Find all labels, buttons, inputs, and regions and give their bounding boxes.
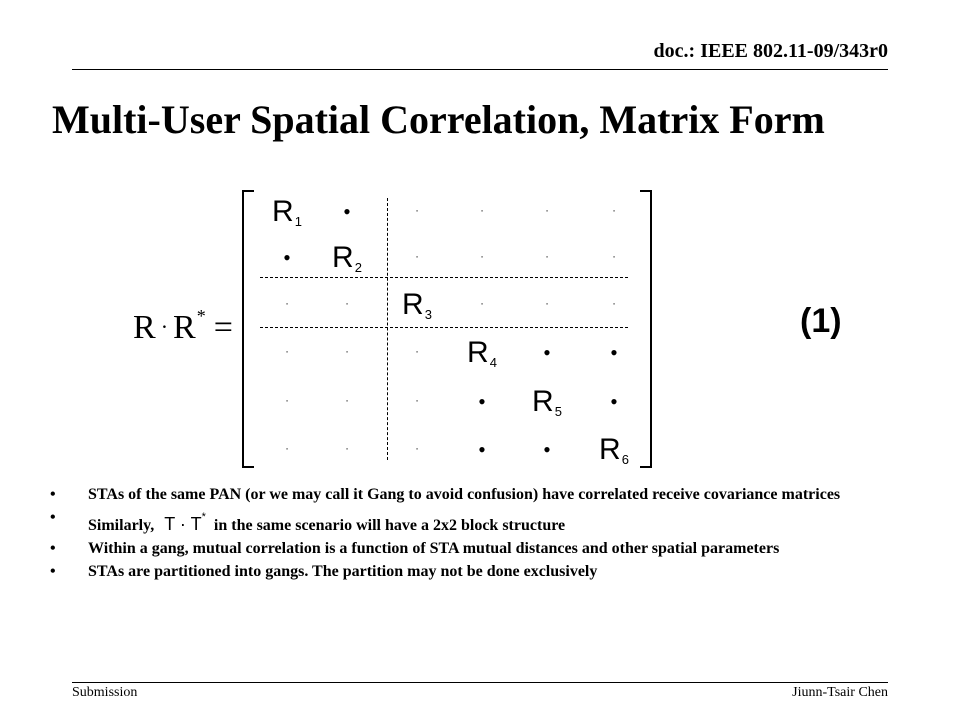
- matrix-entry: ·: [545, 299, 549, 311]
- header-rule: [72, 69, 888, 70]
- matrix-entry: ·: [345, 347, 349, 359]
- matrix-entry: ·: [612, 299, 616, 311]
- matrix-entry: ·: [415, 252, 419, 264]
- matrix-block-label: $R_1$: [272, 195, 302, 229]
- matrix-entry: ·: [415, 347, 419, 359]
- partition-line-horizontal: [260, 277, 628, 278]
- lhs-conj-base: R: [173, 309, 196, 346]
- matrix-entry: •: [478, 389, 486, 414]
- matrix-entry: ·: [415, 444, 419, 456]
- matrix-entry: ·: [545, 206, 549, 218]
- matrix-block-label: $R_2$: [332, 241, 362, 275]
- matrix-entry: ·: [415, 396, 419, 408]
- partition-line-vertical: [387, 198, 388, 460]
- matrix-entry: ·: [285, 347, 289, 359]
- matrix-entry: •: [283, 245, 291, 270]
- matrix: [242, 190, 652, 468]
- doc-id: doc.: IEEE 802.11-09/343r0: [653, 40, 888, 62]
- right-bracket: [640, 190, 652, 468]
- formula-base: T: [164, 514, 175, 534]
- matrix-entry: ·: [480, 252, 484, 264]
- matrix-entry: •: [478, 437, 486, 462]
- matrix-entry: •: [543, 340, 551, 365]
- matrix-entry: ·: [345, 299, 349, 311]
- matrix-block-label: $R_4$: [467, 336, 497, 370]
- matrix-entry: ·: [415, 206, 419, 218]
- partition-line-horizontal: [260, 327, 628, 328]
- bullet-item: • STAs of the same PAN (or we may call it Gang to avoid confusion) have correlated receive covariance matrices: [50, 486, 870, 503]
- lhs-base: R: [133, 309, 156, 346]
- bullet-text: in the same scenario will have a 2x2 block structure: [213, 517, 566, 534]
- bullet-item: • Within a gang, mutual correlation is a function of STA mutual distances and other spatial parameters: [50, 540, 870, 557]
- matrix-entry: ·: [345, 444, 349, 456]
- formula-conj-sup: *: [201, 511, 206, 523]
- matrix-entry: ·: [285, 299, 289, 311]
- equation-lhs: [133, 306, 233, 347]
- lhs-conj-sup: *: [196, 306, 206, 326]
- bullet-item: [50, 509, 870, 534]
- matrix-entry: ·: [612, 206, 616, 218]
- footer-submission: Submission: [72, 685, 138, 700]
- formula-conj-base: T: [190, 514, 202, 534]
- left-bracket: [242, 190, 254, 468]
- matrix-entry: •: [610, 389, 618, 414]
- matrix-entry: ·: [285, 444, 289, 456]
- matrix-block-label: $R_5$: [532, 385, 562, 419]
- bullet-text: Similarly,: [88, 517, 155, 534]
- matrix-entry: •: [610, 340, 618, 365]
- footer-author: Jiunn-Tsair Chen: [792, 685, 888, 700]
- matrix-block-label: $R_3$: [402, 288, 432, 322]
- lhs-operator: ·: [160, 314, 169, 339]
- matrix-entry: ·: [545, 252, 549, 264]
- matrix-entry: •: [343, 199, 351, 224]
- footer-rule: [72, 682, 888, 683]
- matrix-entry: ·: [612, 252, 616, 264]
- matrix-entry: ·: [285, 396, 289, 408]
- lhs-equals: =: [213, 309, 233, 346]
- matrix-entry: ·: [480, 299, 484, 311]
- equation-number: (1): [800, 302, 842, 340]
- matrix-entry: ·: [345, 396, 349, 408]
- slide-title: Multi-User Spatial Correlation, Matrix Form: [52, 97, 825, 142]
- matrix-entry: •: [543, 437, 551, 462]
- matrix-entry: ·: [480, 206, 484, 218]
- bullet-item: • STAs are partitioned into gangs. The partition may not be done exclusively: [50, 563, 870, 580]
- bullet-list: [50, 486, 870, 586]
- inline-formula: [164, 511, 206, 534]
- matrix-block-label: $R_6$: [599, 433, 629, 467]
- formula-operator: ·: [179, 514, 186, 534]
